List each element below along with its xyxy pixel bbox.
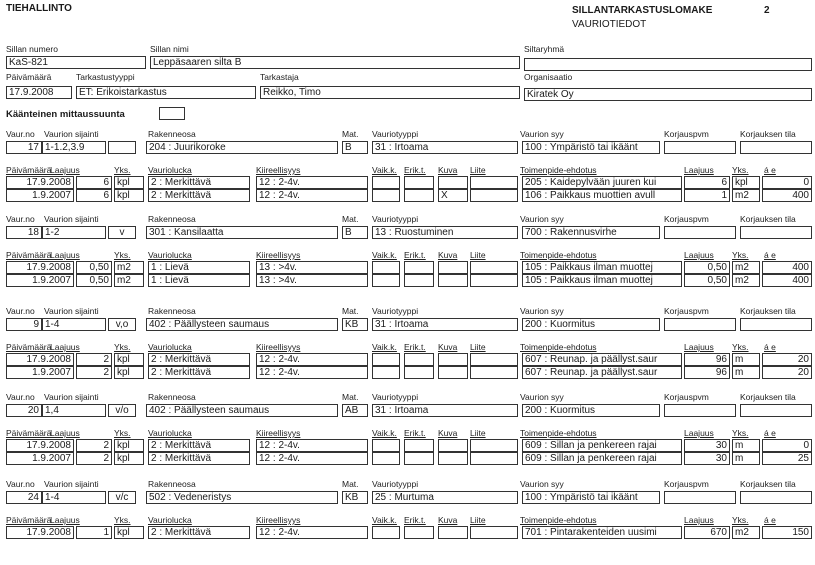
observation-date-field[interactable]: 17.9.2008 <box>6 526 74 539</box>
observation-header-a_unit: Yks. <box>732 515 749 525</box>
damage-header-location: Vaurion sijainti <box>44 214 99 224</box>
observation-erik-field[interactable] <box>404 353 434 366</box>
observation-date-field[interactable]: 1.9.2007 <box>6 274 74 287</box>
observation-vaik-field[interactable] <box>372 176 400 189</box>
observation-header-extent: Laajuus <box>50 515 80 525</box>
damage-header-no: Vaur.no <box>6 392 35 402</box>
observation-liite-field[interactable] <box>470 353 518 366</box>
observation-price-field[interactable]: 20 <box>762 366 812 379</box>
observation-kuva-field[interactable] <box>438 452 468 465</box>
observation-date-field[interactable]: 1.9.2007 <box>6 452 74 465</box>
observation-price-field[interactable]: 0 <box>762 176 812 189</box>
observation-a_unit-field[interactable]: m <box>732 452 760 465</box>
damage-cause-field[interactable]: 100 : Ympäristö tai ikäänt <box>522 141 660 154</box>
observation-vaik-field[interactable] <box>372 439 400 452</box>
damage-type-field[interactable]: 31 : Irtoama <box>372 404 518 417</box>
date-field[interactable]: 17.9.2008 <box>6 86 72 99</box>
damage-repair_state-field[interactable] <box>740 404 812 417</box>
observation-header-urgency: Kiireellisyys <box>256 428 301 438</box>
observation-kuva-field[interactable] <box>438 439 468 452</box>
observation-extent-field[interactable]: 0,50 <box>76 261 112 274</box>
observation-a_unit-field[interactable]: kpl <box>732 176 760 189</box>
damage-header-cause: Vaurion syy <box>520 306 564 316</box>
damage-location-field[interactable]: 1-4 <box>42 318 106 331</box>
observation-header-class: Vauriolucka <box>148 342 192 352</box>
observation-class-field[interactable]: 2 : Merkittävä <box>148 176 250 189</box>
damage-header-component: Rakenneosa <box>148 214 196 224</box>
observation-header-class: Vauriolucka <box>148 515 192 525</box>
observation-vaik-field[interactable] <box>372 452 400 465</box>
damage-no-field[interactable]: 9 <box>6 318 42 331</box>
damage-component-field[interactable]: 502 : Vedeneristys <box>146 491 338 504</box>
observation-kuva-field[interactable] <box>438 526 468 539</box>
observation-action-field[interactable]: 105 : Paikkaus ilman muottej <box>522 274 682 287</box>
observation-urgency-field[interactable]: 12 : 2-4v. <box>256 176 368 189</box>
observation-a_extent-field[interactable]: 0,50 <box>684 261 730 274</box>
observation-class-field[interactable]: 2 : Merkittävä <box>148 526 250 539</box>
observation-header-extent: Laajuus <box>50 428 80 438</box>
damage-no-field[interactable]: 24 <box>6 491 42 504</box>
damage-header-material: Mat. <box>342 392 359 402</box>
observation-unit-field[interactable]: kpl <box>114 366 144 379</box>
observation-a_unit-field[interactable]: m2 <box>732 261 760 274</box>
observation-header-liite: Liite <box>470 342 486 352</box>
observation-header-liite: Liite <box>470 250 486 260</box>
observation-header-price: á e <box>764 250 776 260</box>
observation-a_extent-field[interactable]: 30 <box>684 452 730 465</box>
observation-vaik-field[interactable] <box>372 353 400 366</box>
damage-no-field[interactable]: 18 <box>6 226 42 239</box>
damage-header-type: Vauriotyyppi <box>372 306 419 316</box>
damage-header-location: Vaurion sijainti <box>44 392 99 402</box>
observation-header-date: Päivämäärä <box>6 515 52 525</box>
damage-header-cause: Vaurion syy <box>520 214 564 224</box>
damage-side-field[interactable]: v <box>108 226 136 239</box>
damage-header-type: Vauriotyyppi <box>372 129 419 139</box>
observation-header-erik: Erik.t. <box>404 428 426 438</box>
observation-header-a_extent: Laajuus <box>684 165 714 175</box>
observation-header-urgency: Kiireellisyys <box>256 165 301 175</box>
form-subtitle: VAURIOTIEDOT <box>572 19 647 30</box>
observation-date-field[interactable]: 1.9.2007 <box>6 189 74 202</box>
damage-header-location: Vaurion sijainti <box>44 129 99 139</box>
observation-action-field[interactable]: 701 : Pintarakenteiden uusimi <box>522 526 682 539</box>
damage-material-field[interactable]: B <box>342 226 368 239</box>
observation-urgency-field[interactable]: 12 : 2-4v. <box>256 366 368 379</box>
damage-material-field[interactable]: B <box>342 141 368 154</box>
date-label: Päivämäärä <box>6 72 52 82</box>
observation-class-field[interactable]: 2 : Merkittävä <box>148 439 250 452</box>
damage-header-component: Rakenneosa <box>148 479 196 489</box>
damage-type-field[interactable]: 25 : Murtuma <box>372 491 518 504</box>
observation-kuva-field[interactable] <box>438 274 468 287</box>
observation-unit-field[interactable]: kpl <box>114 526 144 539</box>
observation-price-field[interactable]: 20 <box>762 353 812 366</box>
damage-component-field[interactable]: 204 : Juurikoroke <box>146 141 338 154</box>
observation-urgency-field[interactable]: 12 : 2-4v. <box>256 526 368 539</box>
observation-unit-field[interactable]: m2 <box>114 274 144 287</box>
observation-class-field[interactable]: 1 : Lievä <box>148 274 250 287</box>
damage-repair_state-field[interactable] <box>740 491 812 504</box>
observation-header-urgency: Kiireellisyys <box>256 342 301 352</box>
observation-erik-field[interactable] <box>404 452 434 465</box>
inspection-type-label: Tarkastustyyppi <box>76 72 135 82</box>
observation-header-vaik: Vaik.k. <box>372 250 397 260</box>
observation-header-a_extent: Laajuus <box>684 515 714 525</box>
observation-a_unit-field[interactable]: m2 <box>732 526 760 539</box>
observation-header-unit: Yks. <box>114 428 131 438</box>
observation-extent-field[interactable]: 6 <box>76 189 112 202</box>
damage-header-cause: Vaurion syy <box>520 479 564 489</box>
observation-unit-field[interactable]: kpl <box>114 452 144 465</box>
observation-date-field[interactable]: 17.9.2008 <box>6 353 74 366</box>
observation-unit-field[interactable]: kpl <box>114 189 144 202</box>
observation-date-field[interactable]: 17.9.2008 <box>6 261 74 274</box>
observation-a_extent-field[interactable]: 96 <box>684 366 730 379</box>
observation-action-field[interactable]: 106 : Paikkaus muottien avull <box>522 189 682 202</box>
damage-type-field[interactable]: 31 : Irtoama <box>372 141 518 154</box>
observation-price-field[interactable]: 150 <box>762 526 812 539</box>
observation-header-erik: Erik.t. <box>404 342 426 352</box>
observation-unit-field[interactable]: kpl <box>114 439 144 452</box>
observation-liite-field[interactable] <box>470 176 518 189</box>
observation-kuva-field[interactable] <box>438 176 468 189</box>
reverse-direction-label: Käänteinen mittaussuunta <box>6 109 125 120</box>
observation-kuva-field[interactable] <box>438 353 468 366</box>
observation-erik-field[interactable] <box>404 366 434 379</box>
observation-action-field[interactable]: 105 : Paikkaus ilman muottej <box>522 261 682 274</box>
observation-erik-field[interactable] <box>404 261 434 274</box>
observation-class-field[interactable]: 2 : Merkittävä <box>148 189 250 202</box>
observation-urgency-field[interactable]: 12 : 2-4v. <box>256 452 368 465</box>
damage-cause-field[interactable]: 200 : Kuormitus <box>522 318 660 331</box>
observation-header-vaik: Vaik.k. <box>372 342 397 352</box>
damage-material-field[interactable]: KB <box>342 318 368 331</box>
observation-class-field[interactable]: 2 : Merkittävä <box>148 366 250 379</box>
damage-header-material: Mat. <box>342 479 359 489</box>
damage-location-field[interactable]: 1-4 <box>42 491 106 504</box>
observation-header-liite: Liite <box>470 165 486 175</box>
observation-vaik-field[interactable] <box>372 526 400 539</box>
observation-date-field[interactable]: 17.9.2008 <box>6 176 74 189</box>
damage-repair_state-field[interactable] <box>740 318 812 331</box>
observation-extent-field[interactable]: 2 <box>76 452 112 465</box>
observation-header-unit: Yks. <box>114 515 131 525</box>
damage-type-field[interactable]: 13 : Ruostuminen <box>372 226 518 239</box>
observation-header-kuva: Kuva <box>438 428 458 438</box>
damage-header-type: Vauriotyyppi <box>372 479 419 489</box>
observation-header-action: Toimenpide-ehdotus <box>520 428 597 438</box>
damage-material-field[interactable]: KB <box>342 491 368 504</box>
damage-header-repair_state: Korjauksen tila <box>740 306 796 316</box>
observation-liite-field[interactable] <box>470 274 518 287</box>
observation-class-field[interactable]: 2 : Merkittävä <box>148 452 250 465</box>
damage-header-material: Mat. <box>342 306 359 316</box>
bridge-number-field[interactable]: KaS-821 <box>6 56 146 69</box>
damage-repair_date-field[interactable] <box>664 318 736 331</box>
damage-type-field[interactable]: 31 : Irtoama <box>372 318 518 331</box>
observation-header-kuva: Kuva <box>438 165 458 175</box>
observation-urgency-field[interactable]: 12 : 2-4v. <box>256 439 368 452</box>
damage-header-no: Vaur.no <box>6 306 35 316</box>
observation-kuva-field[interactable]: X <box>438 189 468 202</box>
observation-date-field[interactable]: 17.9.2008 <box>6 439 74 452</box>
damage-side-field[interactable]: v/o <box>108 404 136 417</box>
damage-header-material: Mat. <box>342 214 359 224</box>
observation-header-erik: Erik.t. <box>404 515 426 525</box>
damage-location-field[interactable]: 1-2 <box>42 226 106 239</box>
damage-header-cause: Vaurion syy <box>520 392 564 402</box>
observation-urgency-field[interactable]: 13 : >4v. <box>256 274 368 287</box>
observation-header-class: Vauriolucka <box>148 165 192 175</box>
observation-liite-field[interactable] <box>470 439 518 452</box>
damage-header-repair_date: Korjauspvm <box>664 214 709 224</box>
bridge-name-field[interactable]: Leppäsaaren silta B <box>150 56 520 69</box>
observation-erik-field[interactable] <box>404 274 434 287</box>
damage-repair_date-field[interactable] <box>664 141 736 154</box>
damage-repair_state-field[interactable] <box>740 141 812 154</box>
observation-header-price: á e <box>764 428 776 438</box>
observation-class-field[interactable]: 2 : Merkittävä <box>148 353 250 366</box>
observation-a_unit-field[interactable]: m2 <box>732 274 760 287</box>
damage-header-cause: Vaurion syy <box>520 129 564 139</box>
damage-header-no: Vaur.no <box>6 129 35 139</box>
observation-header-class: Vauriolucka <box>148 250 192 260</box>
damage-header-repair_date: Korjauspvm <box>664 392 709 402</box>
observation-kuva-field[interactable] <box>438 366 468 379</box>
damage-component-field[interactable]: 402 : Päällysteen saumaus <box>146 318 338 331</box>
observation-header-date: Päivämäärä <box>6 428 52 438</box>
observation-header-date: Päivämäärä <box>6 342 52 352</box>
observation-header-a_extent: Laajuus <box>684 428 714 438</box>
observation-header-price: á e <box>764 342 776 352</box>
damage-component-field[interactable]: 301 : Kansilaatta <box>146 226 338 239</box>
observation-action-field[interactable]: 607 : Reunap. ja päällyst.saur <box>522 353 682 366</box>
org-name: TIEHALLINTO <box>6 3 72 14</box>
observation-extent-field[interactable]: 2 <box>76 366 112 379</box>
observation-liite-field[interactable] <box>470 452 518 465</box>
page-number: 2 <box>764 5 770 16</box>
observation-header-a_unit: Yks. <box>732 428 749 438</box>
observation-price-field[interactable]: 0 <box>762 439 812 452</box>
observation-header-action: Toimenpide-ehdotus <box>520 250 597 260</box>
damage-no-field[interactable]: 20 <box>6 404 42 417</box>
damage-header-repair_state: Korjauksen tila <box>740 479 796 489</box>
observation-header-date: Päivämäärä <box>6 165 52 175</box>
observation-extent-field[interactable]: 0,50 <box>76 274 112 287</box>
damage-header-repair_date: Korjauspvm <box>664 129 709 139</box>
observation-vaik-field[interactable] <box>372 261 400 274</box>
observation-erik-field[interactable] <box>404 189 434 202</box>
observation-header-kuva: Kuva <box>438 515 458 525</box>
observation-erik-field[interactable] <box>404 526 434 539</box>
damage-header-type: Vauriotyyppi <box>372 214 419 224</box>
observation-header-vaik: Vaik.k. <box>372 515 397 525</box>
damage-header-repair_state: Korjauksen tila <box>740 392 796 402</box>
observation-action-field[interactable]: 205 : Kaidepylvään juuren kui <box>522 176 682 189</box>
observation-a_extent-field[interactable]: 670 <box>684 526 730 539</box>
reverse-direction-checkbox[interactable] <box>159 107 185 120</box>
damage-header-component: Rakenneosa <box>148 306 196 316</box>
observation-vaik-field[interactable] <box>372 366 400 379</box>
observation-extent-field[interactable]: 2 <box>76 439 112 452</box>
observation-a_unit-field[interactable]: m <box>732 366 760 379</box>
observation-header-a_unit: Yks. <box>732 250 749 260</box>
observation-action-field[interactable]: 607 : Reunap. ja päällyst.saur <box>522 366 682 379</box>
observation-erik-field[interactable] <box>404 176 434 189</box>
observation-header-kuva: Kuva <box>438 250 458 260</box>
observation-a_extent-field[interactable]: 30 <box>684 439 730 452</box>
observation-a_unit-field[interactable]: m2 <box>732 189 760 202</box>
observation-header-liite: Liite <box>470 515 486 525</box>
observation-header-erik: Erik.t. <box>404 250 426 260</box>
bridge-number-label: Sillan numero <box>6 44 58 54</box>
observation-header-a_extent: Laajuus <box>684 342 714 352</box>
inspection-type-field[interactable]: ET: Erikoistarkastus <box>76 86 256 99</box>
observation-a_extent-field[interactable]: 1 <box>684 189 730 202</box>
observation-vaik-field[interactable] <box>372 189 400 202</box>
observation-header-class: Vauriolucka <box>148 428 192 438</box>
organisation-label: Organisaatio <box>524 72 573 82</box>
damage-repair_state-field[interactable] <box>740 226 812 239</box>
observation-header-a_extent: Laajuus <box>684 250 714 260</box>
damage-header-repair_state: Korjauksen tila <box>740 214 796 224</box>
observation-action-field[interactable]: 609 : Sillan ja penkereen rajai <box>522 439 682 452</box>
damage-header-no: Vaur.no <box>6 479 35 489</box>
observation-a_unit-field[interactable]: m <box>732 353 760 366</box>
observation-extent-field[interactable]: 1 <box>76 526 112 539</box>
damage-cause-field[interactable]: 100 : Ympäristö tai ikäänt <box>522 491 660 504</box>
observation-header-action: Toimenpide-ehdotus <box>520 165 597 175</box>
observation-a_extent-field[interactable]: 96 <box>684 353 730 366</box>
observation-urgency-field[interactable]: 12 : 2-4v. <box>256 353 368 366</box>
observation-class-field[interactable]: 1 : Lievä <box>148 261 250 274</box>
damage-location-field[interactable]: 1-1.2,3.9 <box>42 141 106 154</box>
observation-header-liite: Liite <box>470 428 486 438</box>
observation-urgency-field[interactable]: 12 : 2-4v. <box>256 189 368 202</box>
damage-side-field[interactable]: v/c <box>108 491 136 504</box>
observation-liite-field[interactable] <box>470 366 518 379</box>
damage-header-component: Rakenneosa <box>148 129 196 139</box>
damage-header-repair_state: Korjauksen tila <box>740 129 796 139</box>
observation-kuva-field[interactable] <box>438 261 468 274</box>
observation-unit-field[interactable]: kpl <box>114 353 144 366</box>
observation-header-date: Päivämäärä <box>6 250 52 260</box>
damage-header-location: Vaurion sijainti <box>44 306 99 316</box>
observation-unit-field[interactable]: kpl <box>114 176 144 189</box>
damage-cause-field[interactable]: 700 : Rakennusvirhe <box>522 226 660 239</box>
damage-header-component: Rakenneosa <box>148 392 196 402</box>
damage-component-field[interactable]: 402 : Päällysteen saumaus <box>146 404 338 417</box>
damage-header-repair_date: Korjauspvm <box>664 479 709 489</box>
damage-header-no: Vaur.no <box>6 214 35 224</box>
observation-unit-field[interactable]: m2 <box>114 261 144 274</box>
organisation-field[interactable]: Kiratek Oy <box>524 88 812 101</box>
observation-extent-field[interactable]: 6 <box>76 176 112 189</box>
damage-repair_date-field[interactable] <box>664 404 736 417</box>
observation-liite-field[interactable] <box>470 189 518 202</box>
form-title: SILLANTARKASTUSLOMAKE <box>572 5 713 16</box>
observation-header-action: Toimenpide-ehdotus <box>520 342 597 352</box>
observation-header-vaik: Vaik.k. <box>372 165 397 175</box>
observation-header-urgency: Kiireellisyys <box>256 515 301 525</box>
observation-header-urgency: Kiireellisyys <box>256 250 301 260</box>
damage-repair_date-field[interactable] <box>664 226 736 239</box>
observation-header-price: á e <box>764 515 776 525</box>
observation-price-field[interactable]: 400 <box>762 274 812 287</box>
bridge-group-field[interactable] <box>524 58 812 71</box>
observation-header-a_unit: Yks. <box>732 342 749 352</box>
damage-header-material: Mat. <box>342 129 359 139</box>
observation-header-kuva: Kuva <box>438 342 458 352</box>
observation-action-field[interactable]: 609 : Sillan ja penkereen rajai <box>522 452 682 465</box>
observation-date-field[interactable]: 1.9.2007 <box>6 366 74 379</box>
observation-header-price: á e <box>764 165 776 175</box>
observation-header-action: Toimenpide-ehdotus <box>520 515 597 525</box>
observation-header-unit: Yks. <box>114 250 131 260</box>
damage-cause-field[interactable]: 200 : Kuormitus <box>522 404 660 417</box>
observation-urgency-field[interactable]: 13 : >4v. <box>256 261 368 274</box>
observation-header-extent: Laajuus <box>50 165 80 175</box>
observation-header-extent: Laajuus <box>50 250 80 260</box>
inspector-label: Tarkastaja <box>260 72 299 82</box>
observation-price-field[interactable]: 25 <box>762 452 812 465</box>
bridge-group-label: Siltaryhmä <box>524 44 565 54</box>
damage-side-field[interactable] <box>108 141 136 154</box>
damage-header-location: Vaurion sijainti <box>44 479 99 489</box>
observation-a_extent-field[interactable]: 0,50 <box>684 274 730 287</box>
damage-header-repair_date: Korjauspvm <box>664 306 709 316</box>
damage-repair_date-field[interactable] <box>664 491 736 504</box>
damage-header-type: Vauriotyyppi <box>372 392 419 402</box>
damage-no-field[interactable]: 17 <box>6 141 42 154</box>
observation-header-vaik: Vaik.k. <box>372 428 397 438</box>
bridge-name-label: Sillan nimi <box>150 44 189 54</box>
damage-side-field[interactable]: v,o <box>108 318 136 331</box>
observation-a_unit-field[interactable]: m <box>732 439 760 452</box>
observation-header-a_unit: Yks. <box>732 165 749 175</box>
observation-price-field[interactable]: 400 <box>762 261 812 274</box>
damage-material-field[interactable]: AB <box>342 404 368 417</box>
inspector-field[interactable]: Reikko, Timo <box>260 86 520 99</box>
observation-header-erik: Erik.t. <box>404 165 426 175</box>
observation-extent-field[interactable]: 2 <box>76 353 112 366</box>
observation-erik-field[interactable] <box>404 439 434 452</box>
observation-liite-field[interactable] <box>470 261 518 274</box>
observation-header-extent: Laajuus <box>50 342 80 352</box>
observation-liite-field[interactable] <box>470 526 518 539</box>
observation-header-unit: Yks. <box>114 165 131 175</box>
observation-a_extent-field[interactable]: 6 <box>684 176 730 189</box>
observation-vaik-field[interactable] <box>372 274 400 287</box>
damage-location-field[interactable]: 1,4 <box>42 404 106 417</box>
observation-header-unit: Yks. <box>114 342 131 352</box>
observation-price-field[interactable]: 400 <box>762 189 812 202</box>
